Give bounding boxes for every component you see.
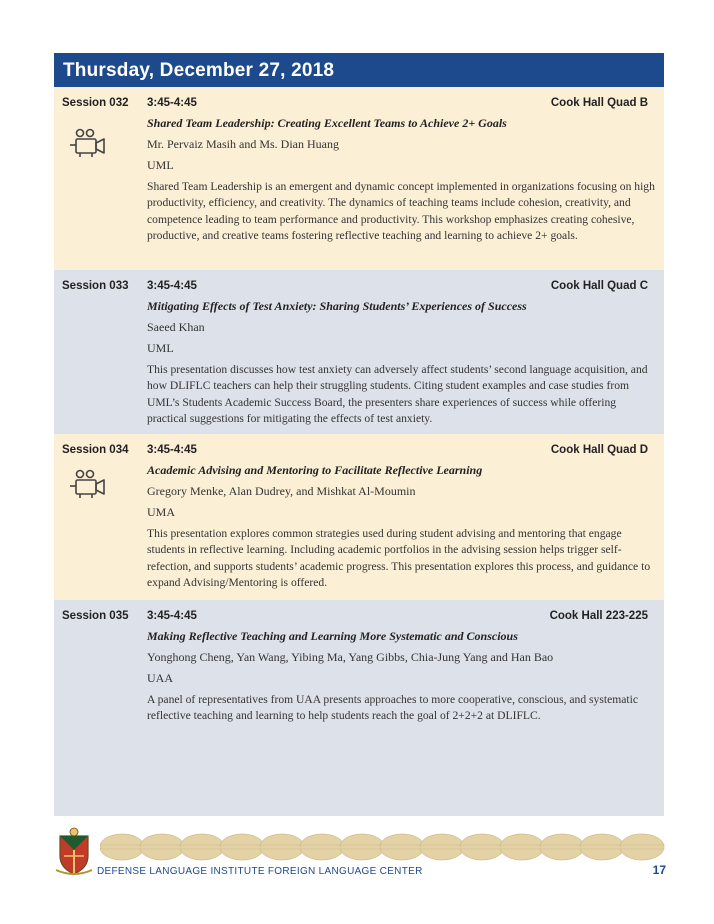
session-title: Shared Team Leadership: Creating Excellent Teams to Achieve 2+ Goals <box>147 116 507 130</box>
session-number: Session 035 <box>62 610 129 622</box>
session-presenters: Saeed Khan <box>147 320 205 334</box>
session-title: Academic Advising and Mentoring to Facilitate Reflective Learning <box>147 463 483 477</box>
date-heading: Thursday, December 27, 2018 <box>54 53 664 87</box>
session-block <box>54 600 664 816</box>
session-unit: UML <box>147 341 174 355</box>
video-camera-icon <box>68 127 108 159</box>
session-title: Mitigating Effects of Test Anxiety: Sharing Students’ Experiences of Success <box>147 299 527 313</box>
decorative-band <box>100 830 665 864</box>
video-camera-icon <box>68 468 108 500</box>
session-description: A panel of representatives from UAA presents approaches to more cooperative, conscious, and systematic reflective teaching and learning to help students reach the goal of 2+2+2 at DLIFLC. <box>147 693 638 723</box>
session-block <box>54 87 664 270</box>
session-unit: UMA <box>147 505 176 519</box>
session-presenters: Gregory Menke, Alan Dudrey, and Mishkat Al-Moumin <box>147 484 416 498</box>
session-time: 3:45-4:45 <box>147 97 197 109</box>
session-time: 3:45-4:45 <box>147 280 197 292</box>
session-description: This presentation explores common strategies used during student advising and mentoring that engage students in reflective learning. Including academic portfolios in the advising session helps trigger self-refection, and supports students’ academic progress. This presentation explores this process, and guidance to expand Advising/Mentoring is offered. <box>147 527 651 590</box>
session-unit: UML <box>147 158 174 172</box>
session-number: Session 034 <box>62 444 129 456</box>
page-number: 17 <box>652 863 666 877</box>
session-time: 3:45-4:45 <box>147 610 197 622</box>
session-description: Shared Team Leadership is an emergent and dynamic concept implemented in organizations focusing on high productivity, efficiency, and creativity. The dynamics of teaching teams include cohesion, creativity, and competence leading to team performance and productivity. This workshop emphasizes creating cohesive, productive, and creative teams fostering reflective teaching and learning to achieve 2+ goals. <box>147 180 655 243</box>
session-time: 3:45-4:45 <box>147 444 197 456</box>
session-unit: UAA <box>147 671 173 685</box>
session-room: Cook Hall Quad C <box>550 280 648 292</box>
session-title: Making Reflective Teaching and Learning More Systematic and Conscious <box>147 629 518 643</box>
dliflc-seal-logo <box>54 826 94 876</box>
session-description: This presentation discusses how test anxiety can adversely affect students’ second language acquisition, and how DLIFLC teachers can help their struggling students. Citing student examples and case studies from UML’s Students Academic Success Board, the presenters share experiences of success while offering practical suggestions for mitigating the effects of test anxiety. <box>147 363 648 426</box>
session-block <box>54 434 664 600</box>
session-number: Session 032 <box>62 97 129 109</box>
session-number: Session 033 <box>62 280 129 292</box>
footer-organization: DEFENSE LANGUAGE INSTITUTE FOREIGN LANGUAGE CENTER <box>97 866 423 877</box>
session-presenters: Yonghong Cheng, Yan Wang, Yibing Ma, Yang Gibbs, Chia-Jung Yang and Han Bao <box>147 650 554 664</box>
session-room: Cook Hall Quad D <box>550 444 648 456</box>
session-presenters: Mr. Pervaiz Masih and Ms. Dian Huang <box>147 137 339 151</box>
session-room: Cook Hall 223-225 <box>549 610 648 622</box>
session-block <box>54 270 664 434</box>
session-room: Cook Hall Quad B <box>550 97 648 109</box>
